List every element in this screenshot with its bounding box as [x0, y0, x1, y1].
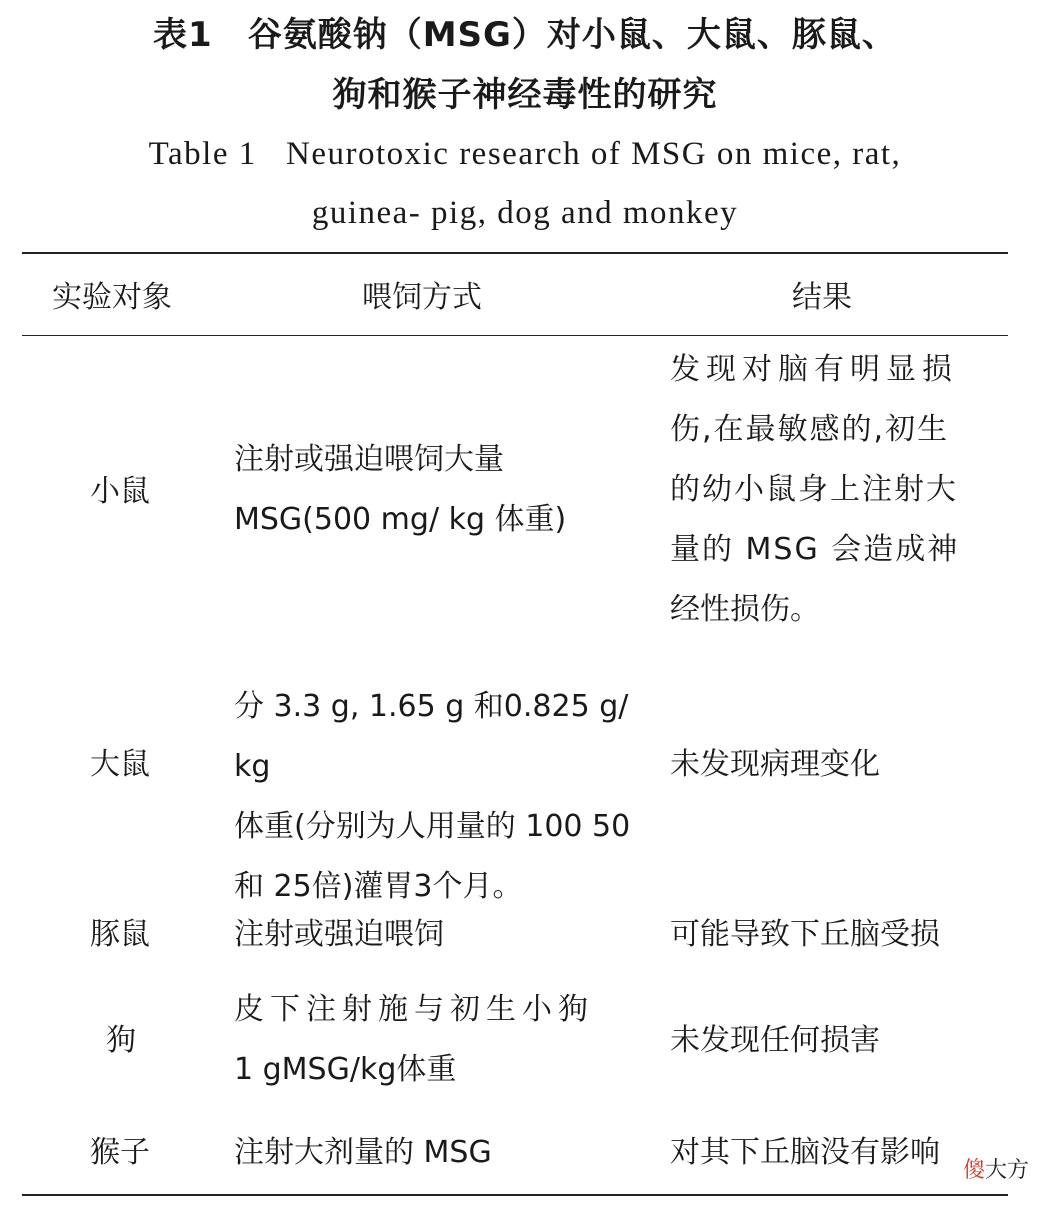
table-bottom-rule: [22, 1194, 1008, 1196]
row-result: 未发现病理变化: [670, 747, 880, 782]
header-subject: 实验对象: [52, 280, 172, 315]
result-line: 经性损伤。: [670, 592, 820, 627]
result-line: 发现对脑有明显损: [670, 352, 958, 387]
table-title-zh-line1: 表1 谷氨酸钠（MSG）对小鼠、大鼠、豚鼠、: [153, 15, 897, 55]
table-title-zh-line2: 狗和猴子神经毒性的研究: [332, 75, 718, 115]
method-line: MSG(500 mg/ kg 体重): [234, 502, 567, 537]
method-line: 体重(分别为人用量的 100 50: [234, 809, 631, 844]
result-line: 的幼小鼠身上注射大: [670, 472, 958, 507]
row-subject: 狗: [106, 1023, 136, 1058]
row-subject: 猴子: [90, 1135, 150, 1170]
watermark-text: 大方: [985, 1158, 1030, 1183]
method-line: 1 gMSG/kg体重: [234, 1052, 457, 1087]
row-subject: 大鼠: [90, 747, 150, 782]
row-result: [670, 340, 1000, 640]
table-title-en-line1: Table 1 Neurotoxic research of MSG on mice, rat,: [148, 136, 902, 172]
row-method: [234, 677, 654, 917]
row-result: 未发现任何损害: [670, 1023, 880, 1058]
row-method: 注射大剂量的 MSG: [234, 1135, 492, 1170]
watermark-logo: [963, 1160, 1029, 1182]
row-method: [234, 430, 654, 550]
result-line: 量的 MSG 会造成神: [670, 532, 960, 567]
row-subject: 小鼠: [90, 474, 150, 509]
row-subject: 豚鼠: [90, 917, 150, 952]
row-method: [234, 980, 654, 1100]
method-line: 分 3.3 g, 1.65 g 和0.825 g/ kg: [234, 689, 629, 784]
row-method: 注射或强迫喂饲: [234, 917, 444, 952]
result-line: 伤,在最敏感的,初生: [670, 412, 950, 447]
table-title-en-line2: guinea- pig, dog and monkey: [311, 195, 739, 231]
table-header-rule: [22, 335, 1008, 336]
method-line: 注射或强迫喂饲大量: [234, 442, 504, 477]
row-result: 可能导致下丘脑受损: [670, 917, 940, 952]
watermark-char: 傻: [963, 1158, 986, 1183]
table-top-rule: [22, 252, 1008, 254]
method-line: 和 25倍)灌胃3个月。: [234, 869, 523, 904]
row-result: 对其下丘脑没有影响: [670, 1135, 940, 1170]
header-result: 结果: [792, 280, 852, 315]
header-method: 喂饲方式: [362, 280, 482, 315]
method-line: 皮下注射施与初生小狗: [234, 992, 594, 1027]
